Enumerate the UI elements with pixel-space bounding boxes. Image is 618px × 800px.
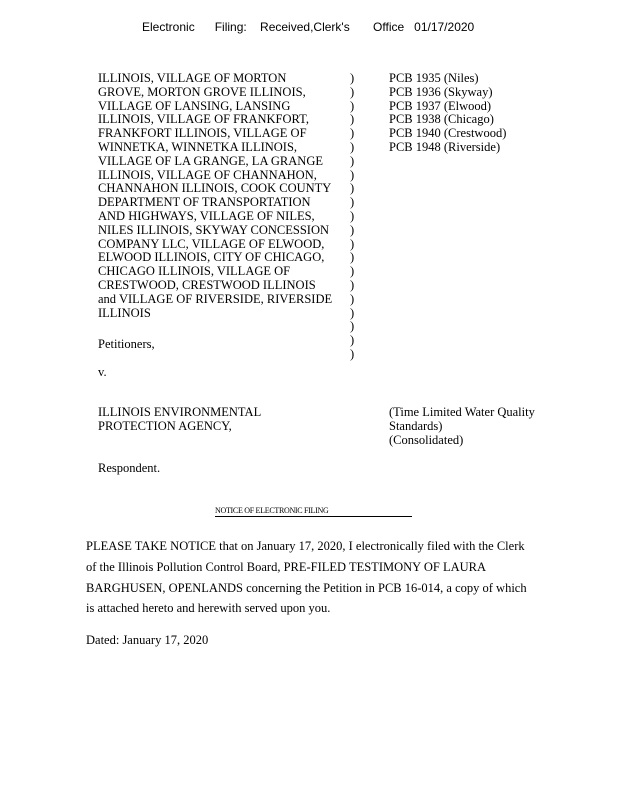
paren: ) [350, 181, 355, 196]
dated-line: Dated: January 17, 2020 [86, 633, 209, 647]
paren: ) [350, 112, 355, 127]
paren: ) [350, 346, 355, 361]
caption-line: ILLINOIS, VILLAGE OF CHANNAHON, [98, 167, 317, 182]
notice-line: BARGHUSEN, OPENLANDS concerning the Petition in PCB 16-014, a copy of which [86, 580, 527, 595]
notice-title: NOTICE OF ELECTRONIC FILING [215, 506, 412, 517]
paren: ) [350, 84, 355, 99]
paren: ) [350, 236, 355, 251]
paren: ) [350, 222, 355, 237]
caption-line: ILLINOIS, VILLAGE OF FRANKFORT, [98, 112, 309, 127]
paren: ) [350, 319, 355, 334]
case-type-line: Standards) [389, 418, 443, 433]
paren: ) [350, 153, 355, 168]
paren: ) [350, 291, 355, 306]
paren: ) [350, 305, 355, 320]
paren: ) [350, 126, 355, 141]
pcb-case-numbers [389, 72, 506, 155]
case-type [389, 406, 535, 447]
respondent-line: ILLINOIS ENVIRONMENTAL [98, 405, 262, 419]
petitioner-caption [98, 72, 340, 320]
respondent-line: PROTECTION AGENCY, [98, 418, 232, 433]
caption-line: GROVE, MORTON GROVE ILLINOIS, [98, 84, 306, 99]
versus-label: v. [98, 365, 107, 379]
caption-parentheses [350, 72, 354, 362]
caption-line: ILLINOIS [98, 305, 151, 320]
caption-line: and VILLAGE OF RIVERSIDE, RIVERSIDE [98, 291, 333, 306]
caption-line: CHANNAHON ILLINOIS, COOK COUNTY [98, 181, 332, 196]
caption-line: AND HIGHWAYS, VILLAGE OF NILES, [98, 208, 315, 223]
caption-line: FRANKFORT ILLINOIS, VILLAGE OF [98, 126, 307, 141]
caption-line: CHICAGO ILLINOIS, VILLAGE OF [98, 264, 291, 279]
case-type-line: (Time Limited Water Quality [389, 405, 535, 419]
caption-line: NILES ILLINOIS, SKYWAY CONCESSION [98, 222, 330, 237]
paren: ) [350, 71, 355, 85]
pcb-number: PCB 1948 (Riverside) [389, 139, 501, 154]
notice-paragraph [86, 536, 546, 619]
paren: ) [350, 250, 355, 265]
paren: ) [350, 333, 355, 348]
pcb-number: PCB 1936 (Skyway) [389, 84, 493, 99]
paren: ) [350, 139, 355, 154]
notice-line: is attached hereto and herewith served upon you. [86, 601, 331, 616]
paren: ) [350, 98, 355, 113]
caption-line: CRESTWOOD, CRESTWOOD ILLINOIS [98, 277, 316, 292]
caption-line: ILLINOIS, VILLAGE OF MORTON [98, 72, 287, 85]
paren: ) [350, 195, 355, 210]
caption-line: COMPANY LLC, VILLAGE OF ELWOOD, [98, 236, 325, 251]
pcb-number: PCB 1935 (Niles) [389, 71, 479, 85]
electronic-filing-header: Electronic Filing: Received,Clerk's Office 01/17/2020 [142, 20, 475, 34]
paren: ) [350, 167, 355, 182]
paren: ) [350, 264, 355, 279]
caption-line: ELWOOD ILLINOIS, CITY OF CHICAGO, [98, 250, 325, 265]
pcb-number: PCB 1940 (Crestwood) [389, 126, 507, 141]
caption-line: VILLAGE OF LA GRANGE, LA GRANGE [98, 153, 323, 168]
respondent-label: Respondent. [98, 461, 161, 475]
petitioners-label: Petitioners, [98, 337, 155, 351]
caption-line: DEPARTMENT OF TRANSPORTATION [98, 195, 311, 210]
respondent-name [98, 406, 261, 434]
paren: ) [350, 277, 355, 292]
paren: ) [350, 208, 355, 223]
case-type-line: (Consolidated) [389, 432, 464, 447]
caption-line: VILLAGE OF LANSING, LANSING [98, 98, 291, 113]
pcb-number: PCB 1937 (Elwood) [389, 98, 492, 113]
notice-line: PLEASE TAKE NOTICE that on January 17, 2020, I electronically filed with the Clerk [86, 539, 525, 553]
caption-line: WINNETKA, WINNETKA ILLINOIS, [98, 139, 298, 154]
notice-line: of the Illinois Pollution Control Board, PRE-FILED TESTIMONY OF LAURA [86, 559, 486, 574]
pcb-number: PCB 1938 (Chicago) [389, 112, 494, 127]
